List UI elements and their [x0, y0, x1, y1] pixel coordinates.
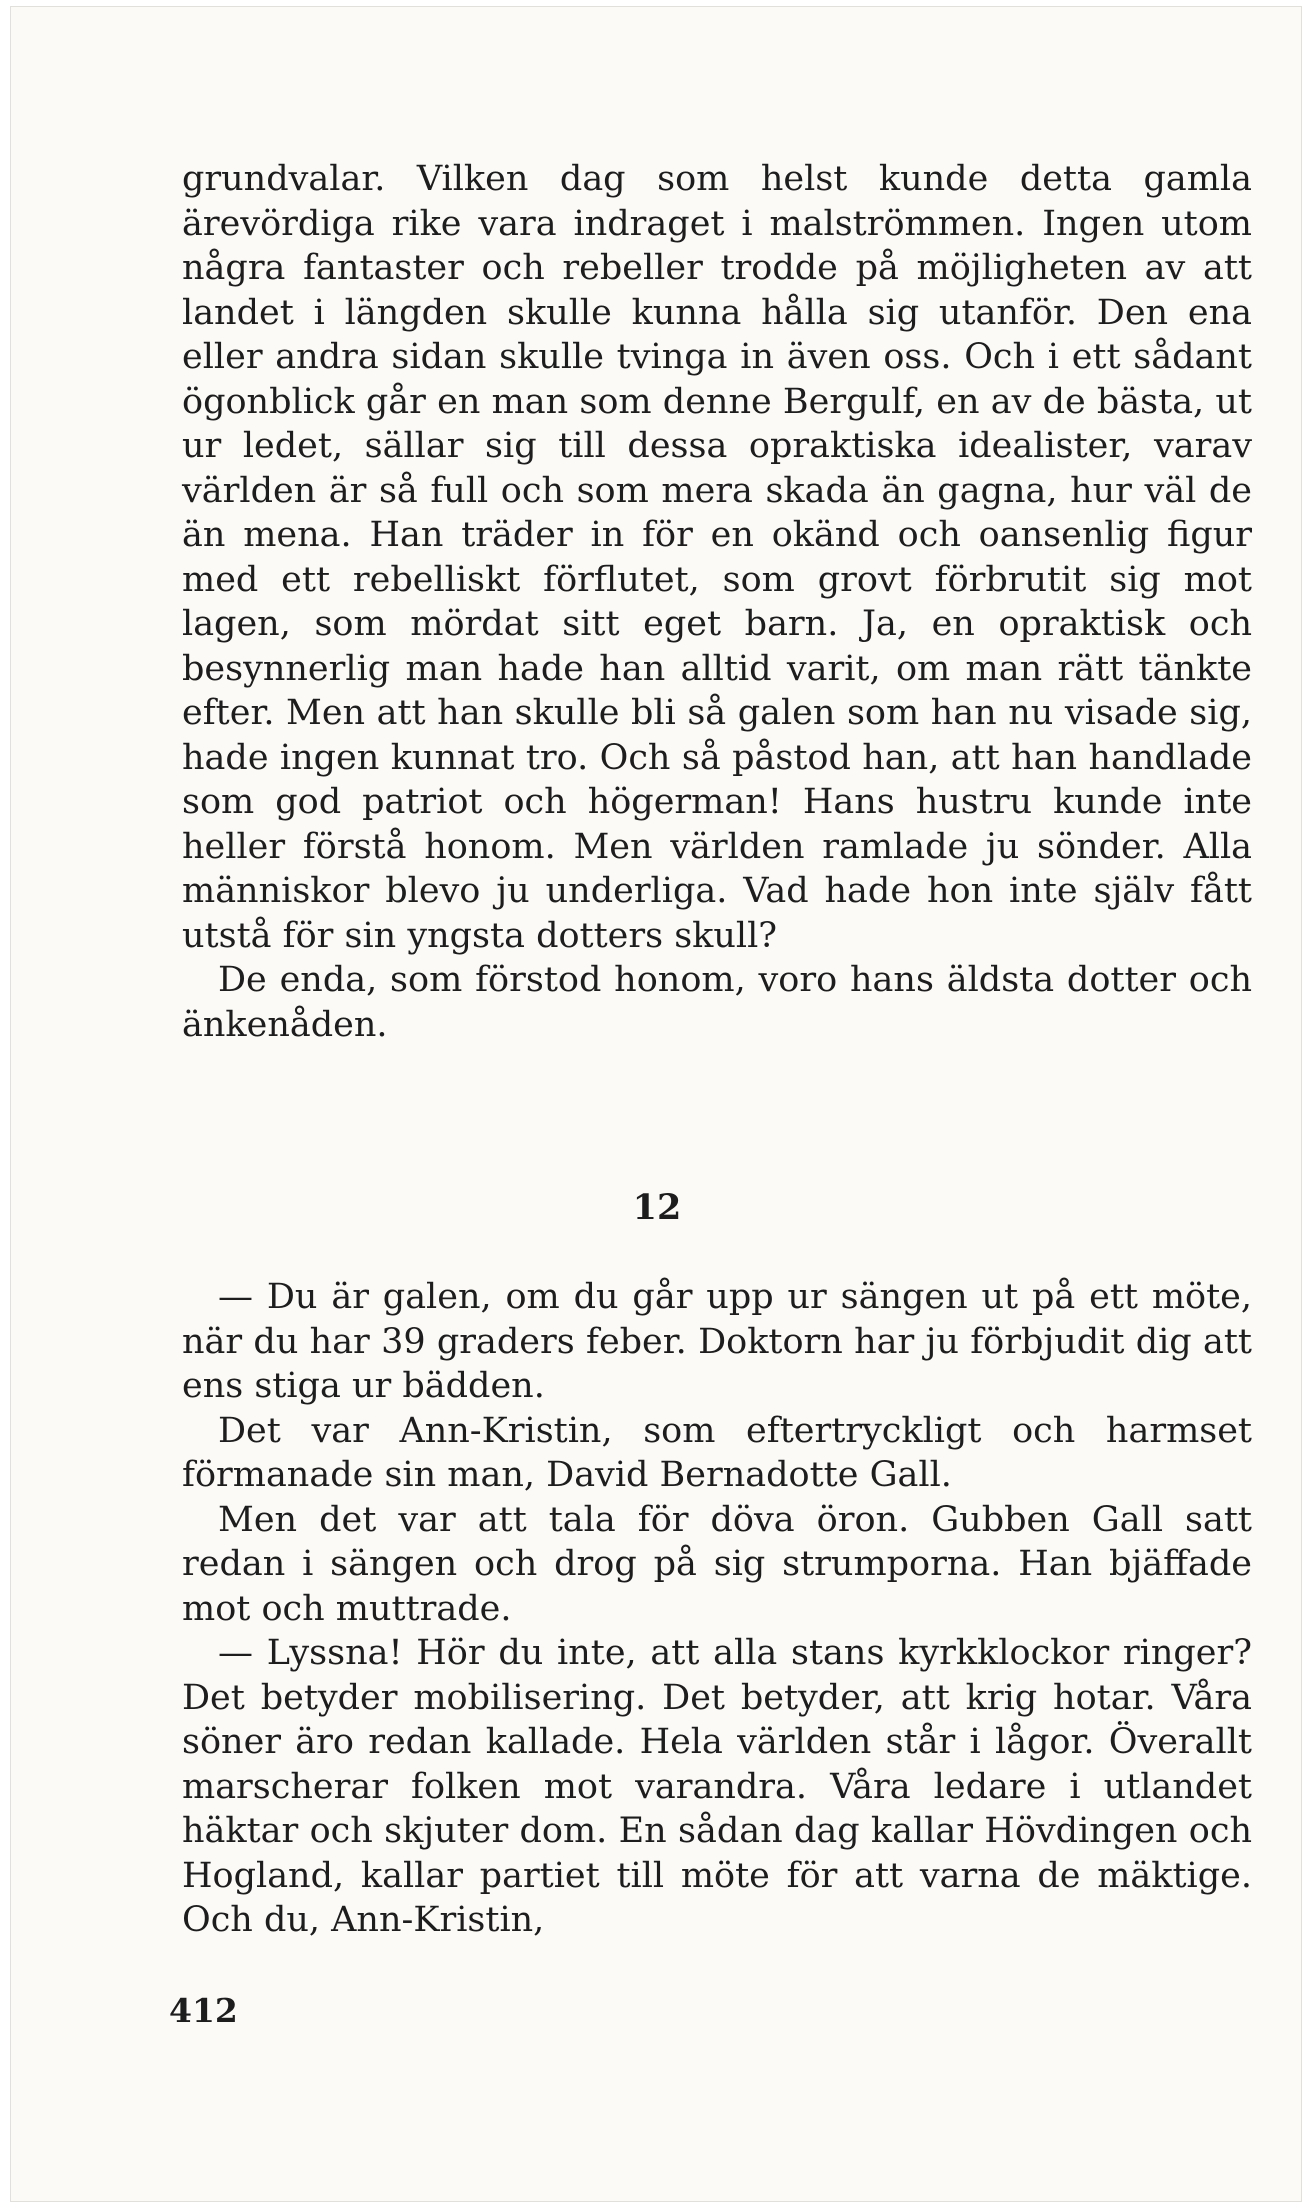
paragraph: grundvalar. Vilken dag som helst kunde detta gamla ärevördiga rike vara indraget i malströmmen. Ingen utom några fantaster och rebeller trodde på möjligheten av att landet i längden skulle kunna hålla sig utanför. Den ena eller andra sidan skulle tvinga in även oss. Och i ett sådant ögonblick går en man som denne Bergulf, en av de bästa, ut ur ledet, sällar sig till dessa opraktiska idealister, varav världen är så full och som mera skada än gagna, hur väl de än mena. Han träder in för en okänd och oansenlig figur med ett rebelliskt förflutet, som grovt förbrutit sig mot lagen, som mördat sitt eget barn. Ja, en opraktisk och besynnerlig man hade han alltid varit, om man rätt tänkte efter. Men att han skulle bli så galen som han nu visade sig, hade ingen kunnat tro. Och så påstod han, att han handlade som god patriot och högerman! Hans hustru kunde inte heller förstå honom. Men världen ramlade ju sönder. Alla människor blevo ju underliga. Vad hade hon inte själv fått utstå för sin yngsta dotters skull? — [182, 159, 1252, 956]
section-number: 12 — [632, 1187, 682, 1228]
page-number: 412 — [169, 1991, 238, 2030]
paragraph: De enda, som förstod honom, voro hans äldsta dotter och änkenåden. — [182, 960, 1252, 1045]
paragraph: Men det var att tala för döva öron. Gubben Gall satt redan i sängen och drog på sig strumporna. Han bjäffade mot och muttrade. — [182, 1499, 1252, 1629]
book-page — [10, 6, 1302, 2202]
text-section-top — [182, 157, 1252, 1047]
paragraph: Det var Ann-Kristin, som eftertryckligt och harmset förmanade sin man, David Bernadotte Gall. — [182, 1410, 1252, 1495]
paragraph: — Lyssna! Hör du inte, att alla stans kyrkklockor ringer? Det betyder mobilisering. Det betyder, att krig hotar. Våra söner äro redan kallade. Hela världen står i lågor. Överallt marscherar folken mot varandra. Våra ledare i utlandet häktar och skjuter dom. En sådan dag kallar Hövdingen och Hogland, kallar partiet till möte för att varna de mäktige. Och du, Ann-Kristin, — [182, 1633, 1252, 1940]
text-section-bottom — [182, 1275, 1252, 1943]
paragraph: — Du är galen, om du går upp ur sängen ut på ett möte, när du har 39 graders feber. Doktorn har ju förbjudit dig att ens stiga ur bädden. — [182, 1277, 1252, 1406]
